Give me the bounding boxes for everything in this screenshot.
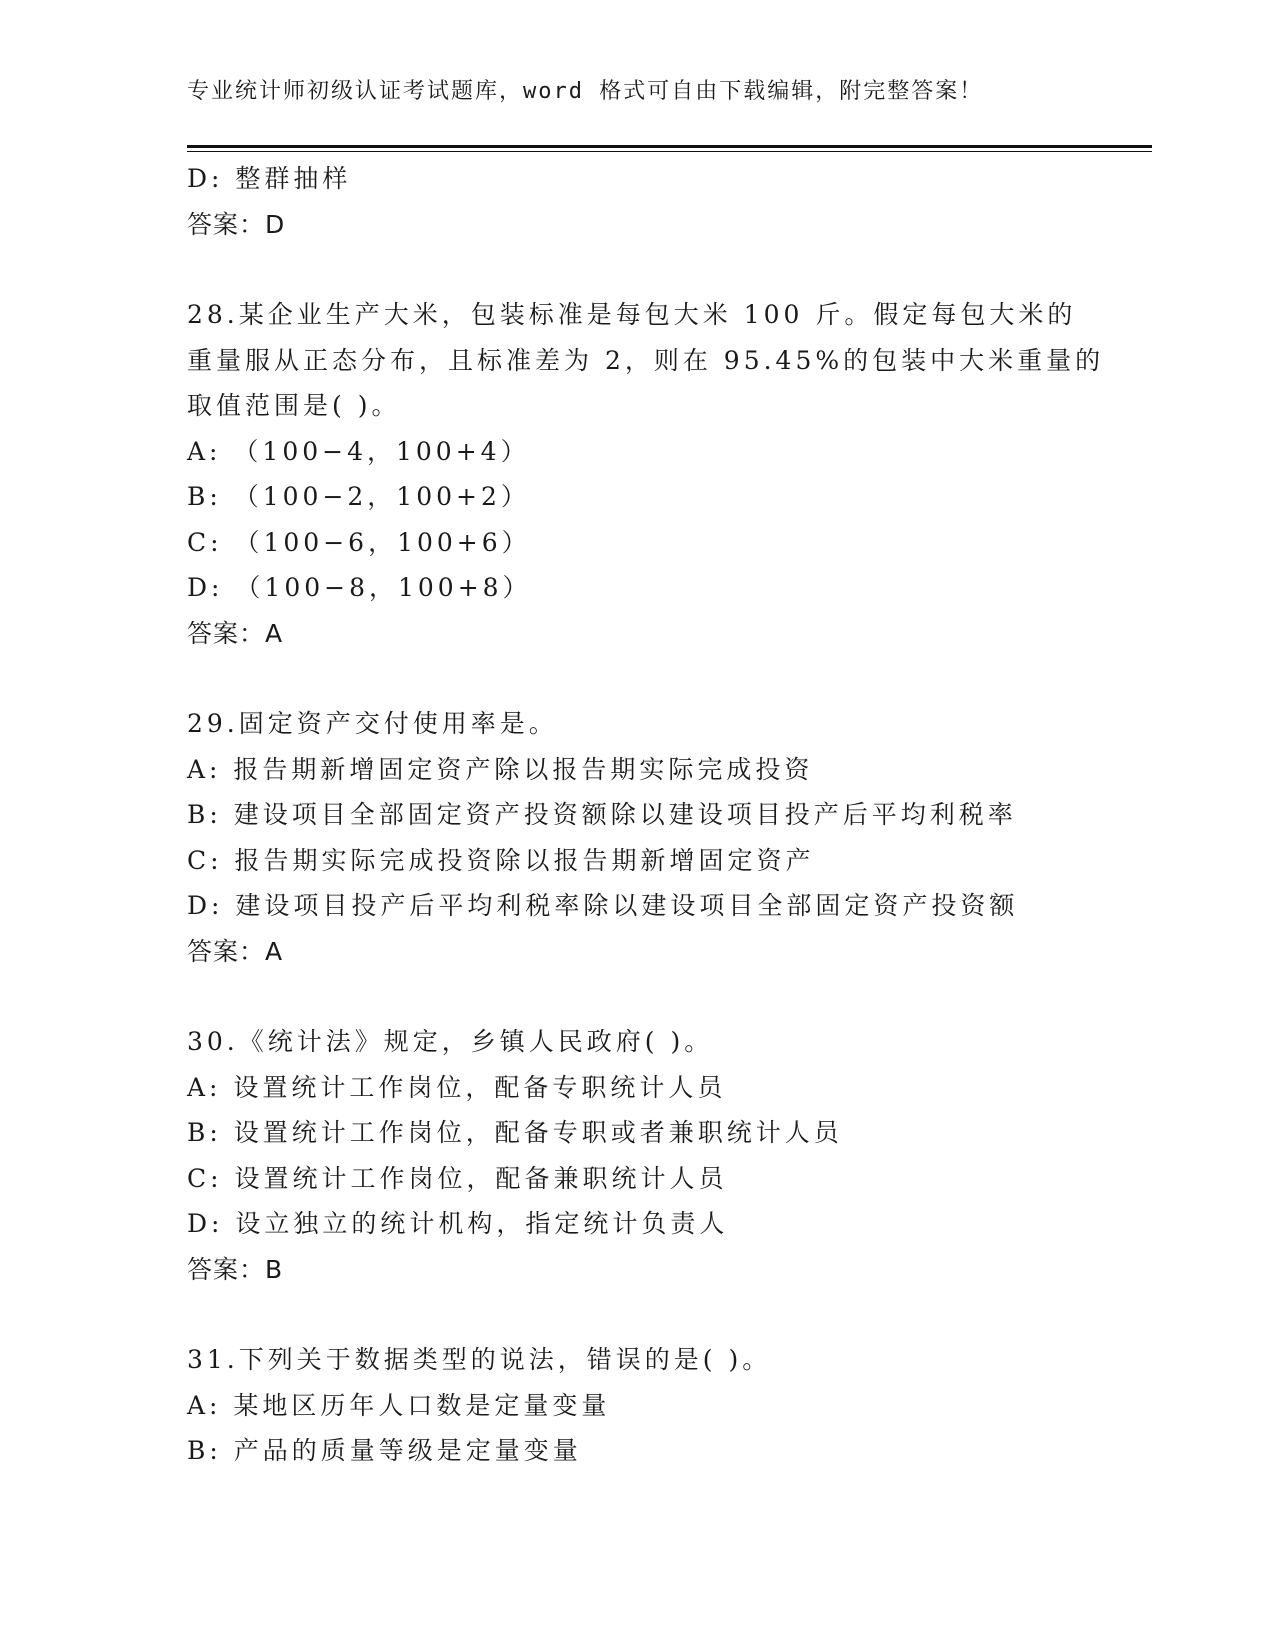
question-28	[187, 292, 1107, 656]
option-b: B: 建设项目全部固定资产投资额除以建设项目投产后平均利税率	[187, 800, 1017, 829]
option-a: A: （100−4，100+4）	[187, 436, 530, 466]
answer-line: 答案：A	[187, 618, 284, 648]
option-d: D: 设立独立的统计机构，指定统计负责人	[187, 1209, 729, 1238]
option-d: D: （100−8，100+8）	[187, 573, 532, 602]
answer-line: 答案：A	[187, 936, 284, 966]
option-c: C: 设置统计工作岗位，配备兼职统计人员	[187, 1163, 728, 1193]
header-divider-thick	[187, 145, 1152, 148]
question-stem: 重量服从正态分布，且标准差为 2，则在 95.45%的包装中大米重量的	[187, 345, 1105, 375]
option-d: D: 建设项目投产后平均利税率除以建设项目全部固定资产投资额	[187, 891, 1019, 920]
document-body	[187, 156, 1107, 1474]
option-a: A: 某地区历年人口数是定量变量	[187, 1390, 611, 1420]
question-31	[187, 1337, 1107, 1474]
option-b: B: 设置统计工作岗位，配备专职或者兼职统计人员	[187, 1118, 843, 1147]
page-header: 专业统计师初级认证考试题库，word 格式可自由下载编辑，附完整答案！	[187, 79, 984, 104]
question-stem: 30.《统计法》规定，乡镇人民政府( )。	[187, 1027, 714, 1056]
question-stem: 29.固定资产交付使用率是。	[187, 709, 558, 738]
option-b: B: （100−2，100+2）	[187, 482, 530, 511]
option-a: A: 报告期新增固定资产除以报告期实际完成投资	[187, 754, 814, 784]
question-stem: 31.下列关于数据类型的说法，错误的是( )。	[187, 1345, 772, 1374]
option-a: A: 设置统计工作岗位，配备专职统计人员	[187, 1072, 727, 1102]
header-divider-thin	[187, 151, 1152, 152]
option-c: C: 报告期实际完成投资除以报告期新增固定资产	[187, 845, 815, 875]
answer-line: 答案：D	[187, 209, 286, 239]
option-b: B: 产品的质量等级是定量变量	[187, 1436, 582, 1465]
question-29	[187, 701, 1107, 974]
question-stem: 取值范围是( )。	[187, 391, 401, 420]
option-d: D: 整群抽样	[187, 164, 352, 193]
option-c: C: （100−6，100+6）	[187, 527, 531, 557]
previous-question-tail	[187, 156, 1107, 247]
question-stem: 28.某企业生产大米，包装标准是每包大米 100 斤。假定每包大米的	[187, 300, 1077, 329]
answer-line: 答案：B	[187, 1254, 284, 1284]
question-30	[187, 1019, 1107, 1292]
